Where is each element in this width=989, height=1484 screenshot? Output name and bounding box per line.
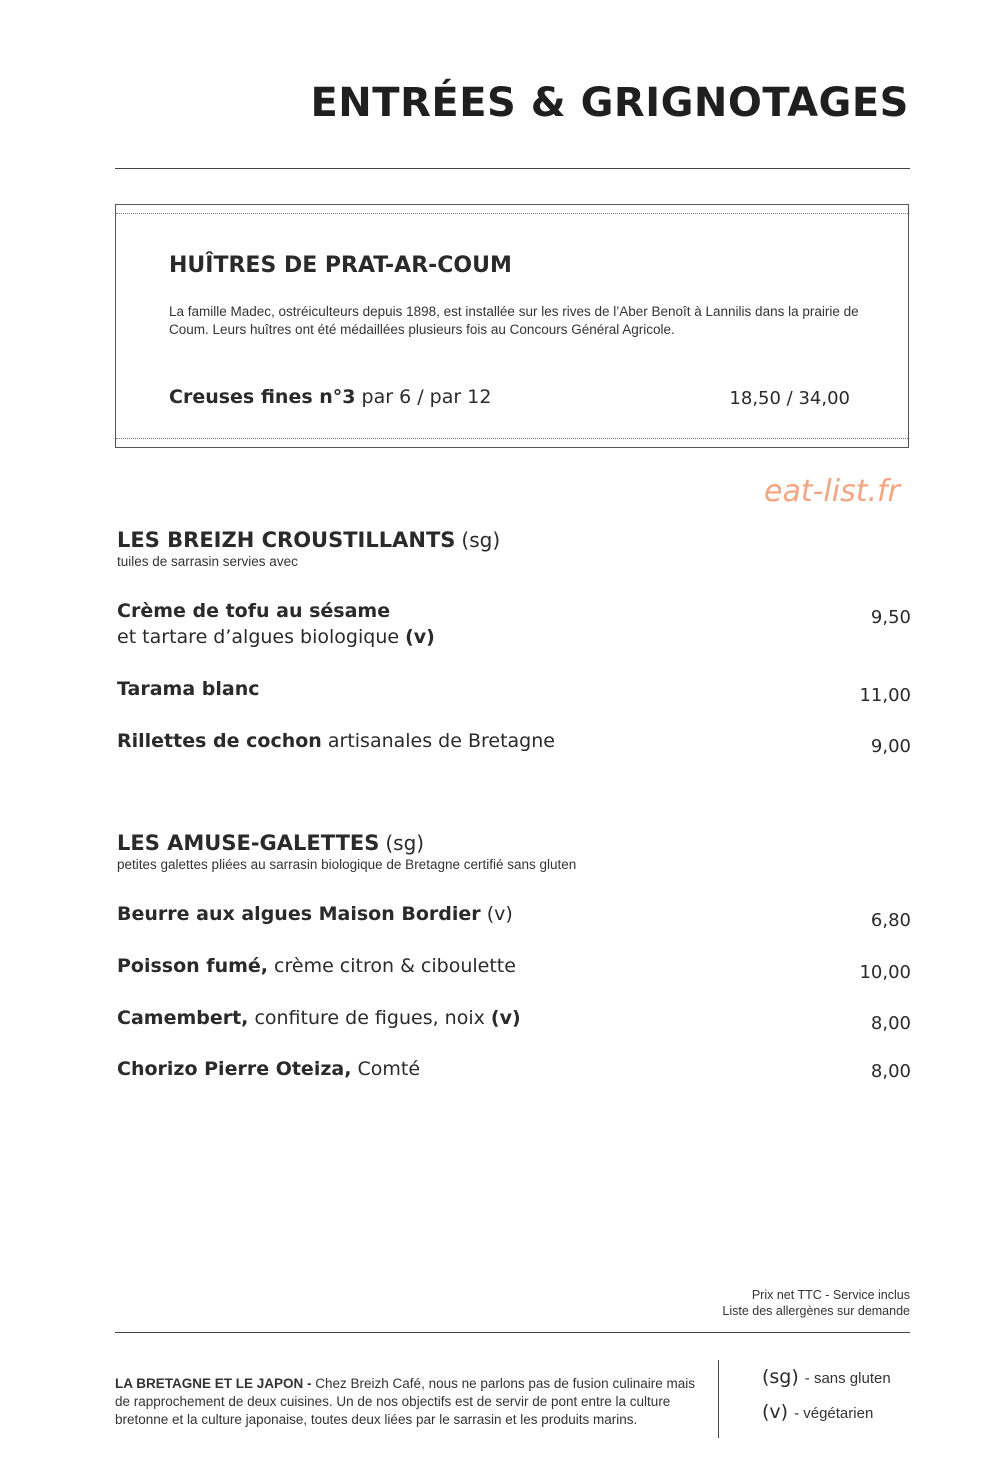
about-text: [115, 1375, 700, 1429]
price-footnote: [722, 1287, 910, 1319]
menu-item-name: Chorizo Pierre Oteiza,: [117, 1058, 352, 1080]
footnote-line: Prix net TTC - Service inclus: [751, 1288, 910, 1302]
section-title-text: LES AMUSE-GALETTES: [117, 831, 380, 855]
legend-label: - sans gluten: [804, 1370, 891, 1387]
oysters-description: La famille Madec, ostréiculteurs depuis 1898, est installée sur les rives de l’Aber Benoît à Lannilis dans la prairie de Coum. Leurs huîtres ont été médaillées plusieurs fois au Concours Général Agricole.: [169, 304, 859, 337]
box-inner-border-bottom: [116, 438, 908, 439]
menu-item-name: Crème de tofu au sésame: [117, 600, 391, 622]
watermark: eat-list.fr: [764, 474, 900, 509]
section-subtitle-croustillants: tuiles de sarrasin servies avec: [117, 554, 298, 569]
oysters-box: [115, 204, 909, 448]
menu-item-name: Tarama blanc: [117, 678, 260, 700]
legend-gluten-free: [762, 1366, 891, 1388]
menu-item-price: 9,00: [870, 736, 911, 757]
menu-item: [117, 953, 516, 979]
vegetarian-tag: (v): [405, 626, 435, 648]
footnote-line: Liste des allergènes sur demande: [722, 1304, 910, 1318]
title-divider: [115, 168, 910, 169]
menu-item-name: Beurre aux algues Maison Bordier: [117, 903, 481, 925]
section-title-amuse-galettes: [117, 831, 424, 855]
page-title: ENTRÉES & GRIGNOTAGES: [310, 80, 909, 126]
menu-item-detail: (v): [480, 903, 513, 925]
legend-symbol: (sg): [762, 1366, 799, 1388]
about-heading: LA BRETAGNE ET LE JAPON -: [115, 1376, 312, 1391]
menu-item: [117, 728, 555, 754]
footer-divider: [115, 1332, 910, 1333]
about-body: Chez Breizh Café, nous ne parlons pas de fusion culinaire mais de rapprochement de deux cuisines. Un de nos objectifs est de servir de pont entre la culture bretonne et la culture japonaise, toutes deux liées par le sarrasin et les produits marins.: [115, 1376, 695, 1427]
section-subtitle-amuse-galettes: petites galettes pliées au sarrasin biologique de Bretagne certifié sans gluten: [117, 857, 577, 872]
menu-item-name: Camembert,: [117, 1007, 249, 1029]
legend-vegetarian: [762, 1401, 873, 1423]
menu-item: [117, 1056, 420, 1082]
legend-label: - végétarien: [794, 1405, 874, 1422]
oysters-price: 18,50 / 34,00: [729, 388, 850, 409]
vegetarian-tag: (v): [490, 1007, 521, 1029]
menu-item-detail: crème citron & ciboulette: [268, 955, 516, 977]
menu-item-name: Poisson fumé,: [117, 955, 268, 977]
menu-item-detail: Comté: [351, 1058, 421, 1080]
menu-item-detail: artisanales de Bretagne: [321, 730, 555, 752]
menu-item-name: Rillettes de cochon: [117, 730, 322, 752]
menu-item: [117, 901, 513, 927]
box-inner-border-top: [116, 213, 908, 214]
section-title-croustillants: [117, 528, 500, 552]
menu-item-price: 9,50: [870, 607, 911, 628]
menu-item-price: 8,00: [870, 1061, 911, 1082]
menu-item-detail: et tartare d’algues biologique: [117, 626, 406, 648]
oysters-item-name: Creuses fines n°3: [169, 386, 356, 408]
oysters-item: [169, 386, 491, 408]
oysters-item-qty: par 6 / par 12: [355, 386, 492, 408]
oysters-title: HUÎTRES DE PRAT-AR-COUM: [169, 253, 512, 278]
menu-item-price: 6,80: [870, 910, 911, 931]
section-tag: (sg): [461, 528, 501, 552]
menu-item-price: 8,00: [870, 1013, 911, 1034]
menu-item-price: 11,00: [859, 685, 911, 706]
section-title-text: LES BREIZH CROUSTILLANTS: [117, 528, 456, 552]
section-tag: (sg): [385, 831, 425, 855]
menu-item-price: 10,00: [859, 962, 911, 983]
legend-symbol: (v): [762, 1401, 789, 1423]
vertical-divider: [718, 1360, 719, 1438]
menu-item: [117, 598, 435, 650]
menu-item: [117, 676, 259, 702]
menu-item-detail: confiture de figues, noix: [248, 1007, 491, 1029]
menu-item: [117, 1005, 521, 1031]
